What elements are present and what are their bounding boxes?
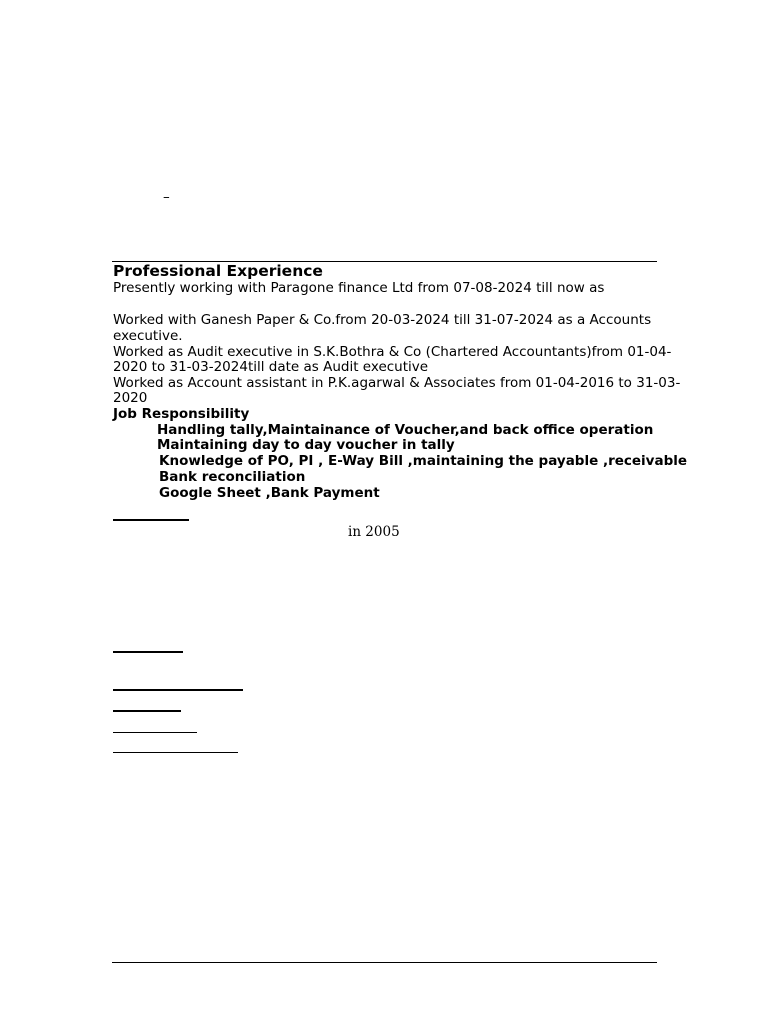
- job-responsibility-heading: Job Responsibility: [113, 406, 250, 422]
- underline-stub-2: [113, 651, 183, 653]
- underline-stub-6: [113, 752, 238, 753]
- section-heading-experience: Professional Experience: [113, 262, 323, 280]
- responsibility-item-1: Handling tally,Maintainance of Voucher,and back office operation: [157, 422, 654, 438]
- experience-line-7: 2020: [113, 390, 148, 406]
- experience-line-1: Presently working with Paragone finance Ltd from 07-08-2024 till now as: [113, 280, 605, 296]
- underline-stub-3: [113, 689, 243, 691]
- experience-line-3: executive.: [113, 328, 183, 344]
- responsibility-item-5: Google Sheet ,Bank Payment: [159, 485, 380, 501]
- underline-stub-1: [113, 519, 189, 521]
- footer-divider: [112, 962, 657, 963]
- experience-line-6: Worked as Account assistant in P.K.agarwal & Associates from 01-04-2016 to 31-03-: [113, 375, 681, 391]
- responsibility-item-3: Knowledge of PO, PI , E-Way Bill ,maintaining the payable ,receivable: [159, 453, 688, 469]
- underline-stub-5: [113, 732, 197, 733]
- experience-line-4: Worked as Audit executive in S.K.Bothra & Co (Chartered Accountants)from 01-04-: [113, 344, 672, 360]
- education-year-text: in 2005: [348, 524, 400, 540]
- stray-dash: –: [163, 189, 170, 205]
- experience-line-2: Worked with Ganesh Paper & Co.from 20-03-2024 till 31-07-2024 as a Accounts: [113, 312, 652, 328]
- underline-stub-4: [113, 710, 181, 712]
- responsibility-item-2: Maintaining day to day voucher in tally: [157, 437, 455, 453]
- responsibility-item-4: Bank reconciliation: [159, 469, 306, 485]
- experience-line-5: 2020 to 31-03-2024till date as Audit executive: [113, 359, 429, 375]
